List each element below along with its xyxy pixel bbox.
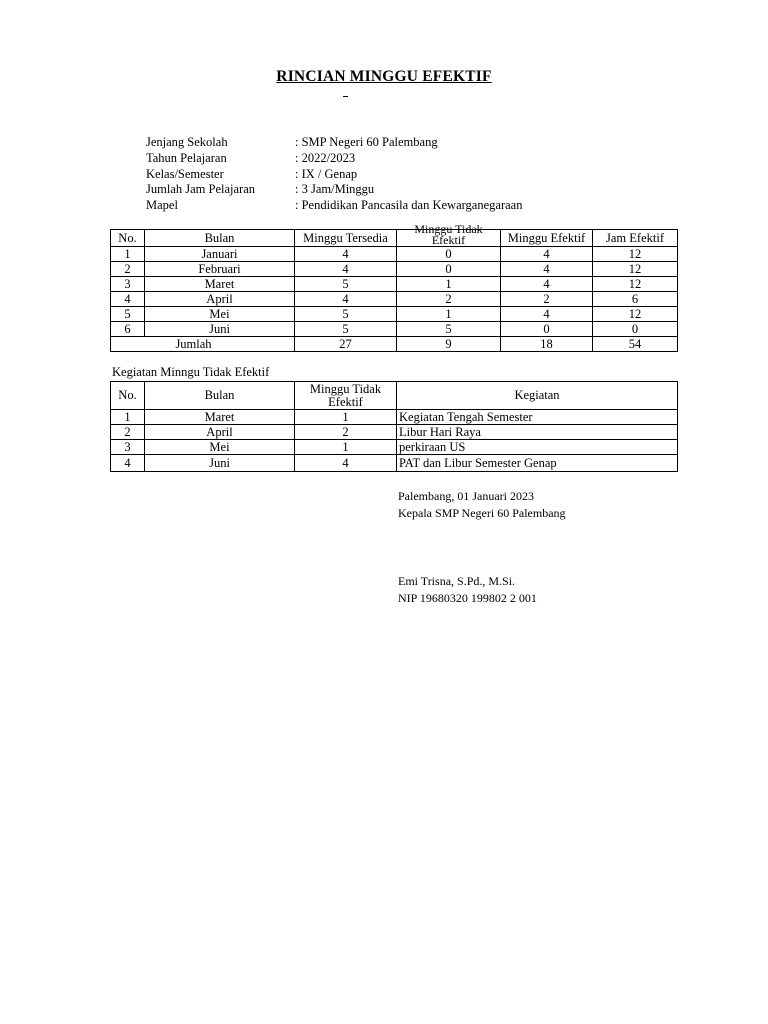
info-row-hours bbox=[146, 181, 374, 197]
table-total-row bbox=[111, 337, 678, 352]
table2-caption: Kegiatan Minngu Tidak Efektif bbox=[112, 365, 270, 379]
info-value: : Pendidikan Pancasila dan Kewarganegaraan bbox=[295, 198, 523, 212]
info-value: : IX / Genap bbox=[295, 167, 358, 181]
table-row bbox=[111, 247, 678, 262]
column-header: No. bbox=[111, 230, 145, 247]
table-cell: 12 bbox=[593, 307, 678, 322]
table-cell: Juni bbox=[145, 455, 295, 472]
table-cell: 12 bbox=[593, 277, 678, 292]
table-cell: 4 bbox=[501, 307, 593, 322]
table-row bbox=[111, 410, 678, 425]
table-header-row bbox=[111, 382, 678, 410]
table-cell: 4 bbox=[295, 262, 397, 277]
table-cell: April bbox=[145, 425, 295, 440]
total-label: Jumlah bbox=[111, 337, 295, 352]
column-header: No. bbox=[111, 382, 145, 410]
column-header: Minggu Efektif bbox=[501, 230, 593, 247]
table-row bbox=[111, 277, 678, 292]
table-row bbox=[111, 292, 678, 307]
info-label: Tahun Pelajaran bbox=[146, 151, 227, 165]
table-row bbox=[111, 322, 678, 337]
effective-weeks-table bbox=[110, 222, 678, 352]
signature-nip: NIP 19680320 199802 2 001 bbox=[398, 591, 537, 605]
ineffective-weeks-table bbox=[110, 381, 678, 472]
signature-place-date: Palembang, 01 Januari 2023 bbox=[398, 489, 534, 503]
info-row-year bbox=[146, 150, 355, 166]
table-cell: Maret bbox=[145, 410, 295, 425]
table-cell: 0 bbox=[397, 262, 501, 277]
info-value: : SMP Negeri 60 Palembang bbox=[295, 135, 438, 149]
table-row bbox=[111, 425, 678, 440]
column-header: Bulan bbox=[145, 382, 295, 410]
column-header: Bulan bbox=[145, 230, 295, 247]
table-cell: 4 bbox=[111, 455, 145, 472]
table-cell: 4 bbox=[295, 292, 397, 307]
table-row bbox=[111, 307, 678, 322]
table-cell: 4 bbox=[501, 247, 593, 262]
table-cell: PAT dan Libur Semester Genap bbox=[397, 455, 678, 472]
table-cell: 1 bbox=[111, 247, 145, 262]
info-label: Jumlah Jam Pelajaran bbox=[146, 182, 255, 196]
table-row bbox=[111, 262, 678, 277]
table-cell: 1 bbox=[295, 440, 397, 455]
table-cell: Maret bbox=[145, 277, 295, 292]
table-header-row bbox=[111, 230, 678, 247]
table-cell: April bbox=[145, 292, 295, 307]
table-cell: 4 bbox=[295, 455, 397, 472]
table-cell: Libur Hari Raya bbox=[397, 425, 678, 440]
table-cell: 2 bbox=[501, 292, 593, 307]
table-cell: 1 bbox=[111, 410, 145, 425]
table-cell: 4 bbox=[111, 292, 145, 307]
column-header: Jam Efektif bbox=[593, 230, 678, 247]
total-cell: 54 bbox=[593, 337, 678, 352]
table-cell: Juni bbox=[145, 322, 295, 337]
info-value: : 2022/2023 bbox=[295, 151, 356, 165]
info-label: Mapel bbox=[146, 198, 178, 212]
table-cell: 12 bbox=[593, 247, 678, 262]
table-cell: perkiraan US bbox=[397, 440, 678, 455]
info-row-school bbox=[146, 134, 438, 150]
table-cell: 3 bbox=[111, 440, 145, 455]
info-row-subject bbox=[146, 197, 522, 213]
info-label: Kelas/Semester bbox=[146, 167, 224, 181]
table-cell: 4 bbox=[501, 277, 593, 292]
info-value: : 3 Jam/Minggu bbox=[295, 182, 375, 196]
table-cell: 1 bbox=[295, 410, 397, 425]
table-cell: 5 bbox=[295, 322, 397, 337]
table-cell: 5 bbox=[295, 307, 397, 322]
table-row bbox=[111, 455, 678, 472]
table-cell: 0 bbox=[593, 322, 678, 337]
table-cell: 0 bbox=[501, 322, 593, 337]
column-header: Minggu Tidak Efektif bbox=[397, 230, 501, 247]
info-label: Jenjang Sekolah bbox=[146, 135, 228, 149]
table-cell: 3 bbox=[111, 277, 145, 292]
table-cell: 6 bbox=[111, 322, 145, 337]
table-cell: Februari bbox=[145, 262, 295, 277]
column-header: Minggu Tersedia bbox=[295, 230, 397, 247]
table-cell: Januari bbox=[145, 247, 295, 262]
title-underline-mark bbox=[343, 96, 348, 97]
table-cell: 2 bbox=[111, 425, 145, 440]
table-cell: 12 bbox=[593, 262, 678, 277]
table-cell: 5 bbox=[397, 322, 501, 337]
info-row-class bbox=[146, 166, 357, 182]
table-cell: Mei bbox=[145, 307, 295, 322]
signature-position: Kepala SMP Negeri 60 Palembang bbox=[398, 506, 566, 520]
table-cell: 2 bbox=[111, 262, 145, 277]
total-cell: 9 bbox=[397, 337, 501, 352]
table-cell: 0 bbox=[397, 247, 501, 262]
total-cell: 18 bbox=[501, 337, 593, 352]
table-cell: 4 bbox=[295, 247, 397, 262]
document-title: RINCIAN MINGGU EFEKTIF bbox=[276, 68, 492, 85]
column-header: Minggu Tidak Efektif bbox=[295, 382, 397, 410]
table-cell: 2 bbox=[397, 292, 501, 307]
table-cell: 5 bbox=[295, 277, 397, 292]
table-cell: Kegiatan Tengah Semester bbox=[397, 410, 678, 425]
table-cell: 6 bbox=[593, 292, 678, 307]
table-cell: 1 bbox=[397, 277, 501, 292]
table-cell: Mei bbox=[145, 440, 295, 455]
signature-name: Emi Trisna, S.Pd., M.Si. bbox=[398, 574, 516, 588]
table-cell: 1 bbox=[397, 307, 501, 322]
table-cell: 4 bbox=[501, 262, 593, 277]
table-row bbox=[111, 440, 678, 455]
column-header: Kegiatan bbox=[397, 382, 678, 410]
table-cell: 2 bbox=[295, 425, 397, 440]
total-cell: 27 bbox=[295, 337, 397, 352]
table-cell: 5 bbox=[111, 307, 145, 322]
